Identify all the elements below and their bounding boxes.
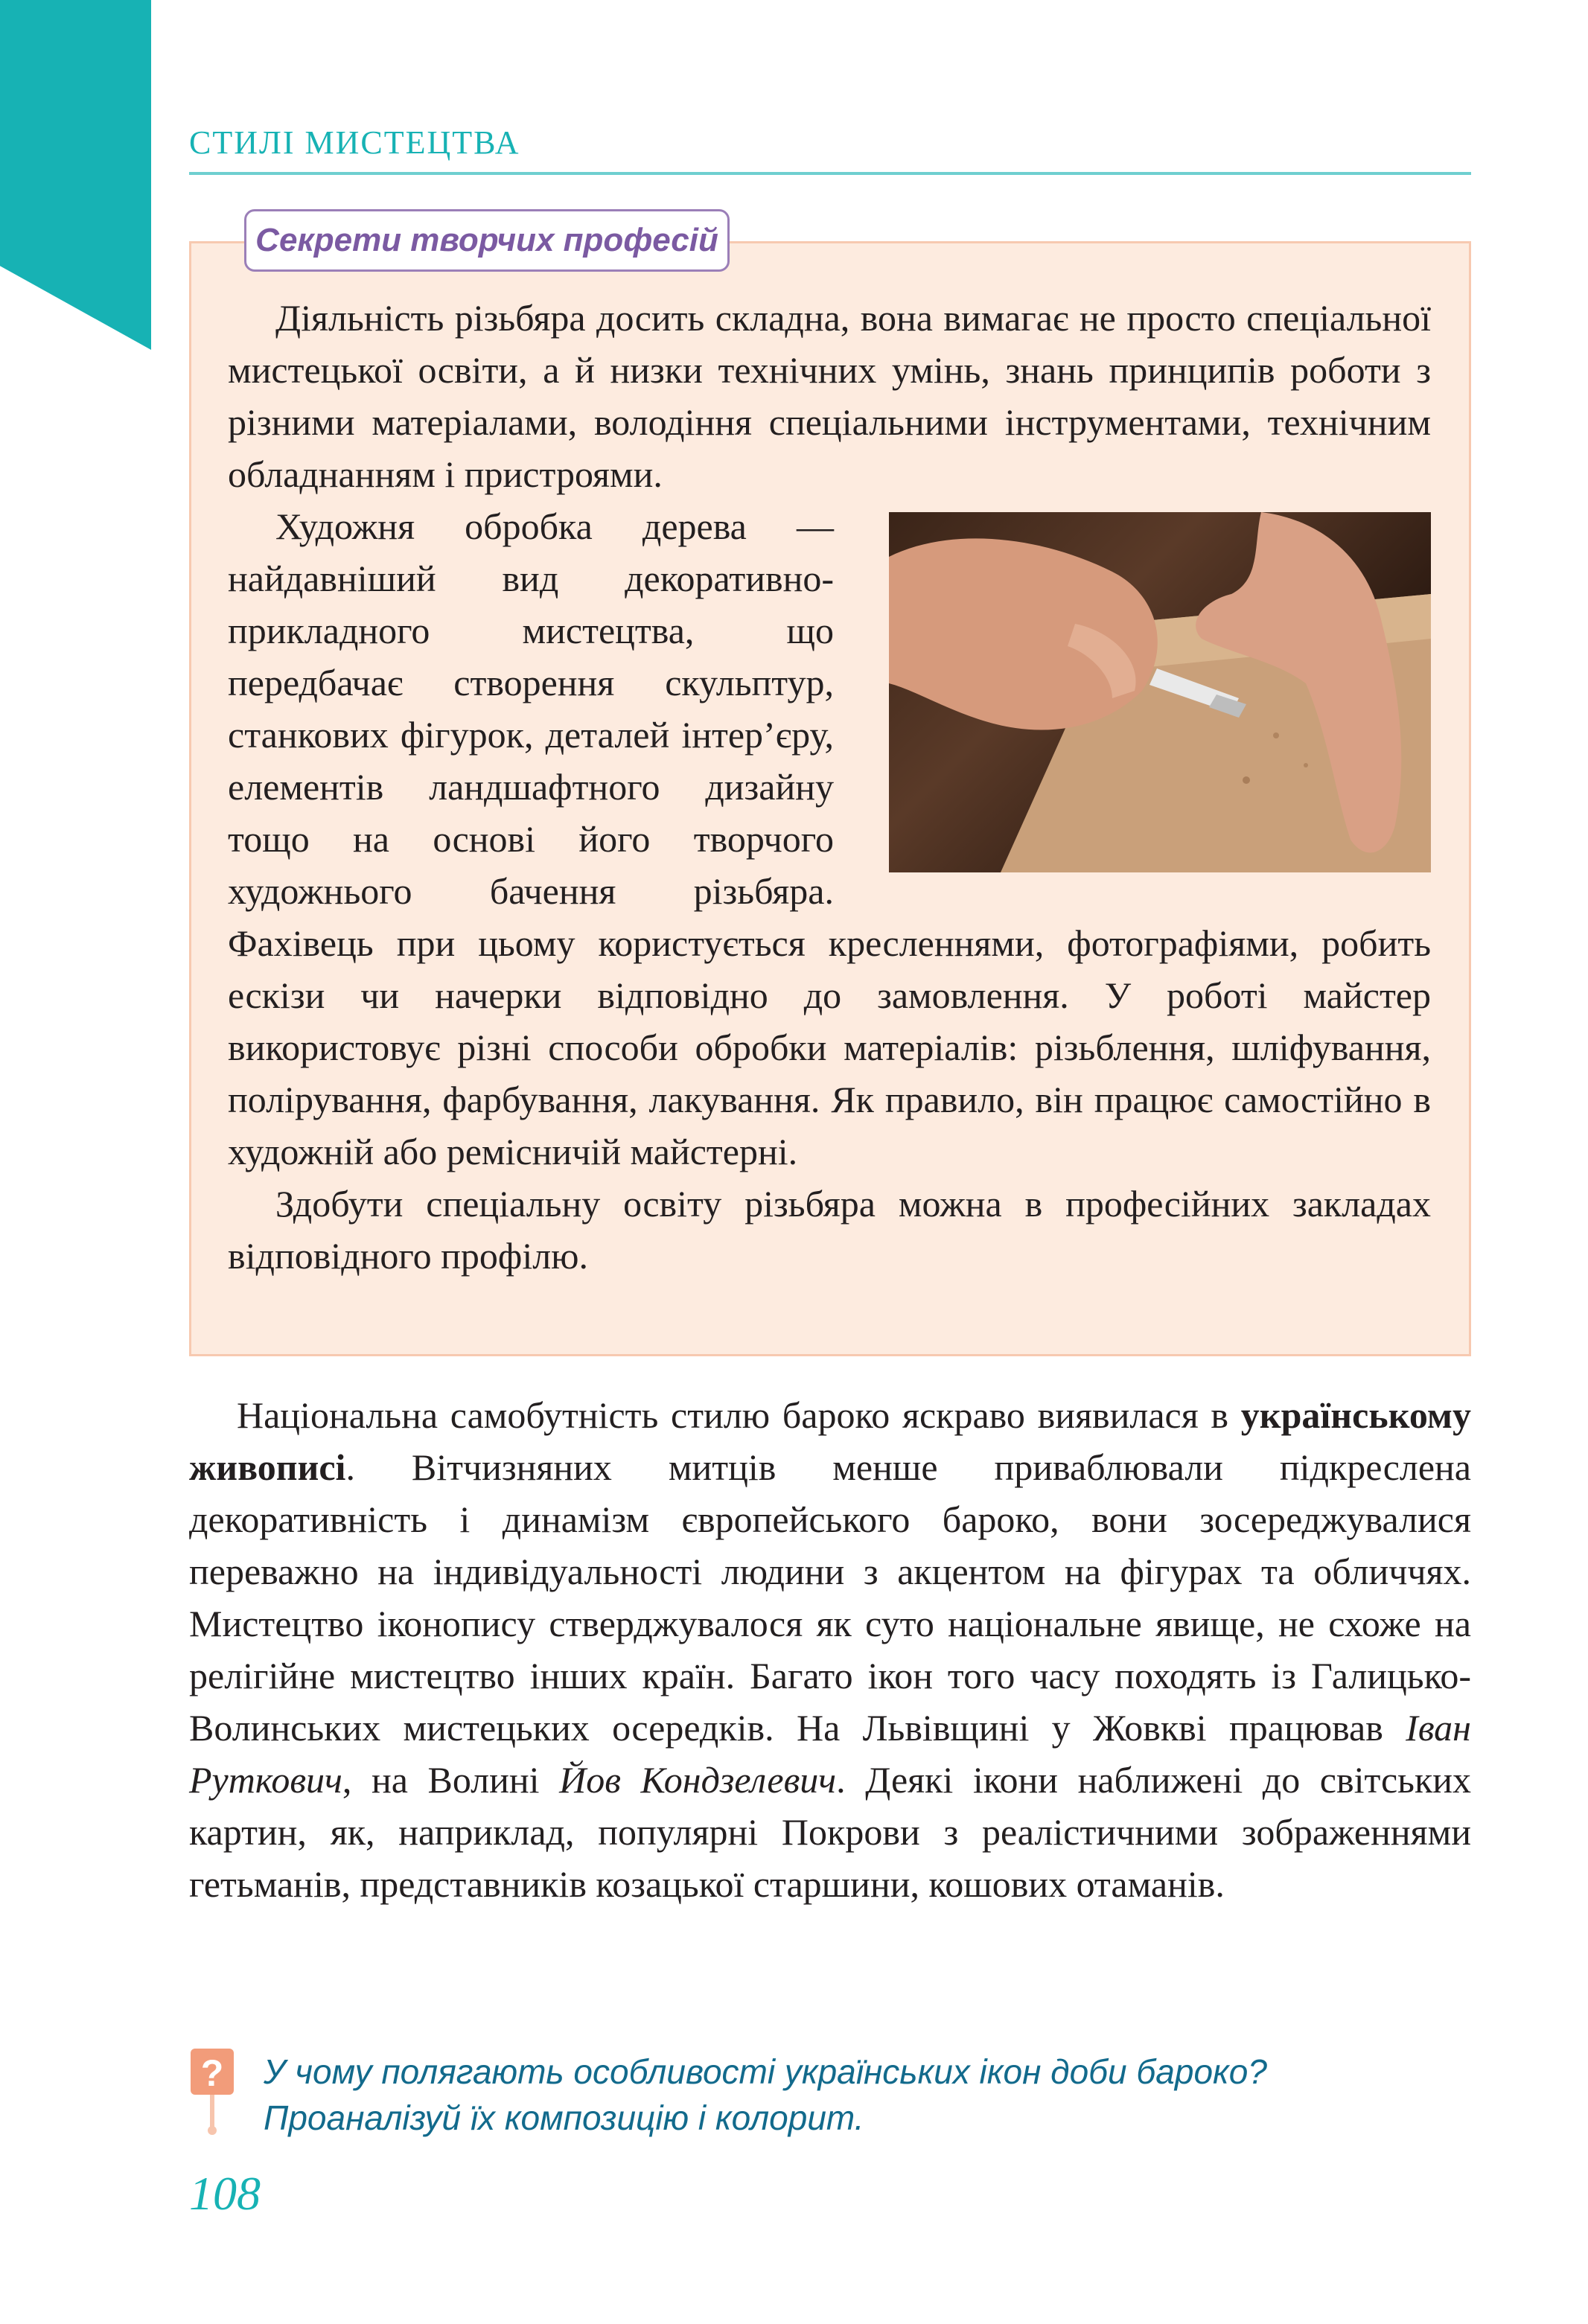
main-text: [189, 1389, 1471, 1910]
svg-text:?: ?: [200, 2052, 224, 2094]
question-mark-icon: [189, 2047, 237, 2136]
box-paragraph-3: Здобути спеціальну освіту різьбяра можна в професійних закладах відповідного профілю.: [228, 1183, 1431, 1277]
section-title: СТИЛІ МИСТЕЦТВА: [189, 124, 520, 161]
artist-name-rutkovych: Іван Руткович: [189, 1707, 1471, 1801]
header-divider: [189, 172, 1471, 175]
wood-carving-illustration: [889, 512, 1431, 872]
box-paragraph-2: Художня обробка дерева — найдавніший вид декоративно-прикладного мистецтва, що передбачає створення скульптур, станкових фігурок, деталей інтер’єру, елементів ландшафтного дизайну тощо на основі його творчого художнього бачення різьбяра. Фахівець при цьому користується кресленнями, фотографіями, робить ескізи чи начерки відповідно до замовлення. У роботі майстер використовує різні способи обробки матеріалів: різьблення, шліфування, полірування, фарбування, лакування. Як правило, він працює самостійно в художній або ремісничій майстерні.: [228, 505, 1431, 1172]
artist-name-kondzelevych: Йов Кондзелевич: [559, 1759, 837, 1801]
professions-box-text: [228, 292, 1431, 1282]
main-paragraph: Національна самобутність стилю бароко яскраво виявилася в українському живописі. Вітчизняних митців менше приваблювали підкреслена декоративність і динамізм європейського бароко, вони зосереджувалися переважно на індивідуальності людини з акцентом на фігурах та обличчях. Мистецтво іконопису стверджувалося як суто національне явище, не схоже на релігійне мистецтво інших країн. Багато ікон того часу походять із Галицько-Волинських мистецьких осередків. На Львівщині у Жовкві працював Іван Руткович, на Волині Йов Кондзелевич. Деякі ікони наближені до світських картин, як, наприклад, популярні Покрови з реалістичними зображеннями гетьманів, представників козацької старшини, кошових отаманів.: [189, 1394, 1471, 1905]
wood-carving-photo: [889, 512, 1431, 872]
box-paragraph-1: Діяльність різьбяра досить складна, вона вимагає не просто спеціальної мистецької освіти, а й низки технічних умінь, знань принципів роботи з різними матеріалами, володіння спеціальними інструментами, технічним обладнанням і пристроями.: [228, 297, 1431, 495]
page-number: 108: [189, 2167, 261, 2220]
professions-box-label: Секрети творчих професій: [244, 209, 730, 272]
emphasis-ukrainian-painting: українському живописі: [189, 1394, 1471, 1488]
corner-tab: [0, 0, 151, 350]
question-text: У чому полягають особливості українських ікон доби бароко? Проаналізуй їх композицію і колорит.: [264, 2052, 1267, 2137]
